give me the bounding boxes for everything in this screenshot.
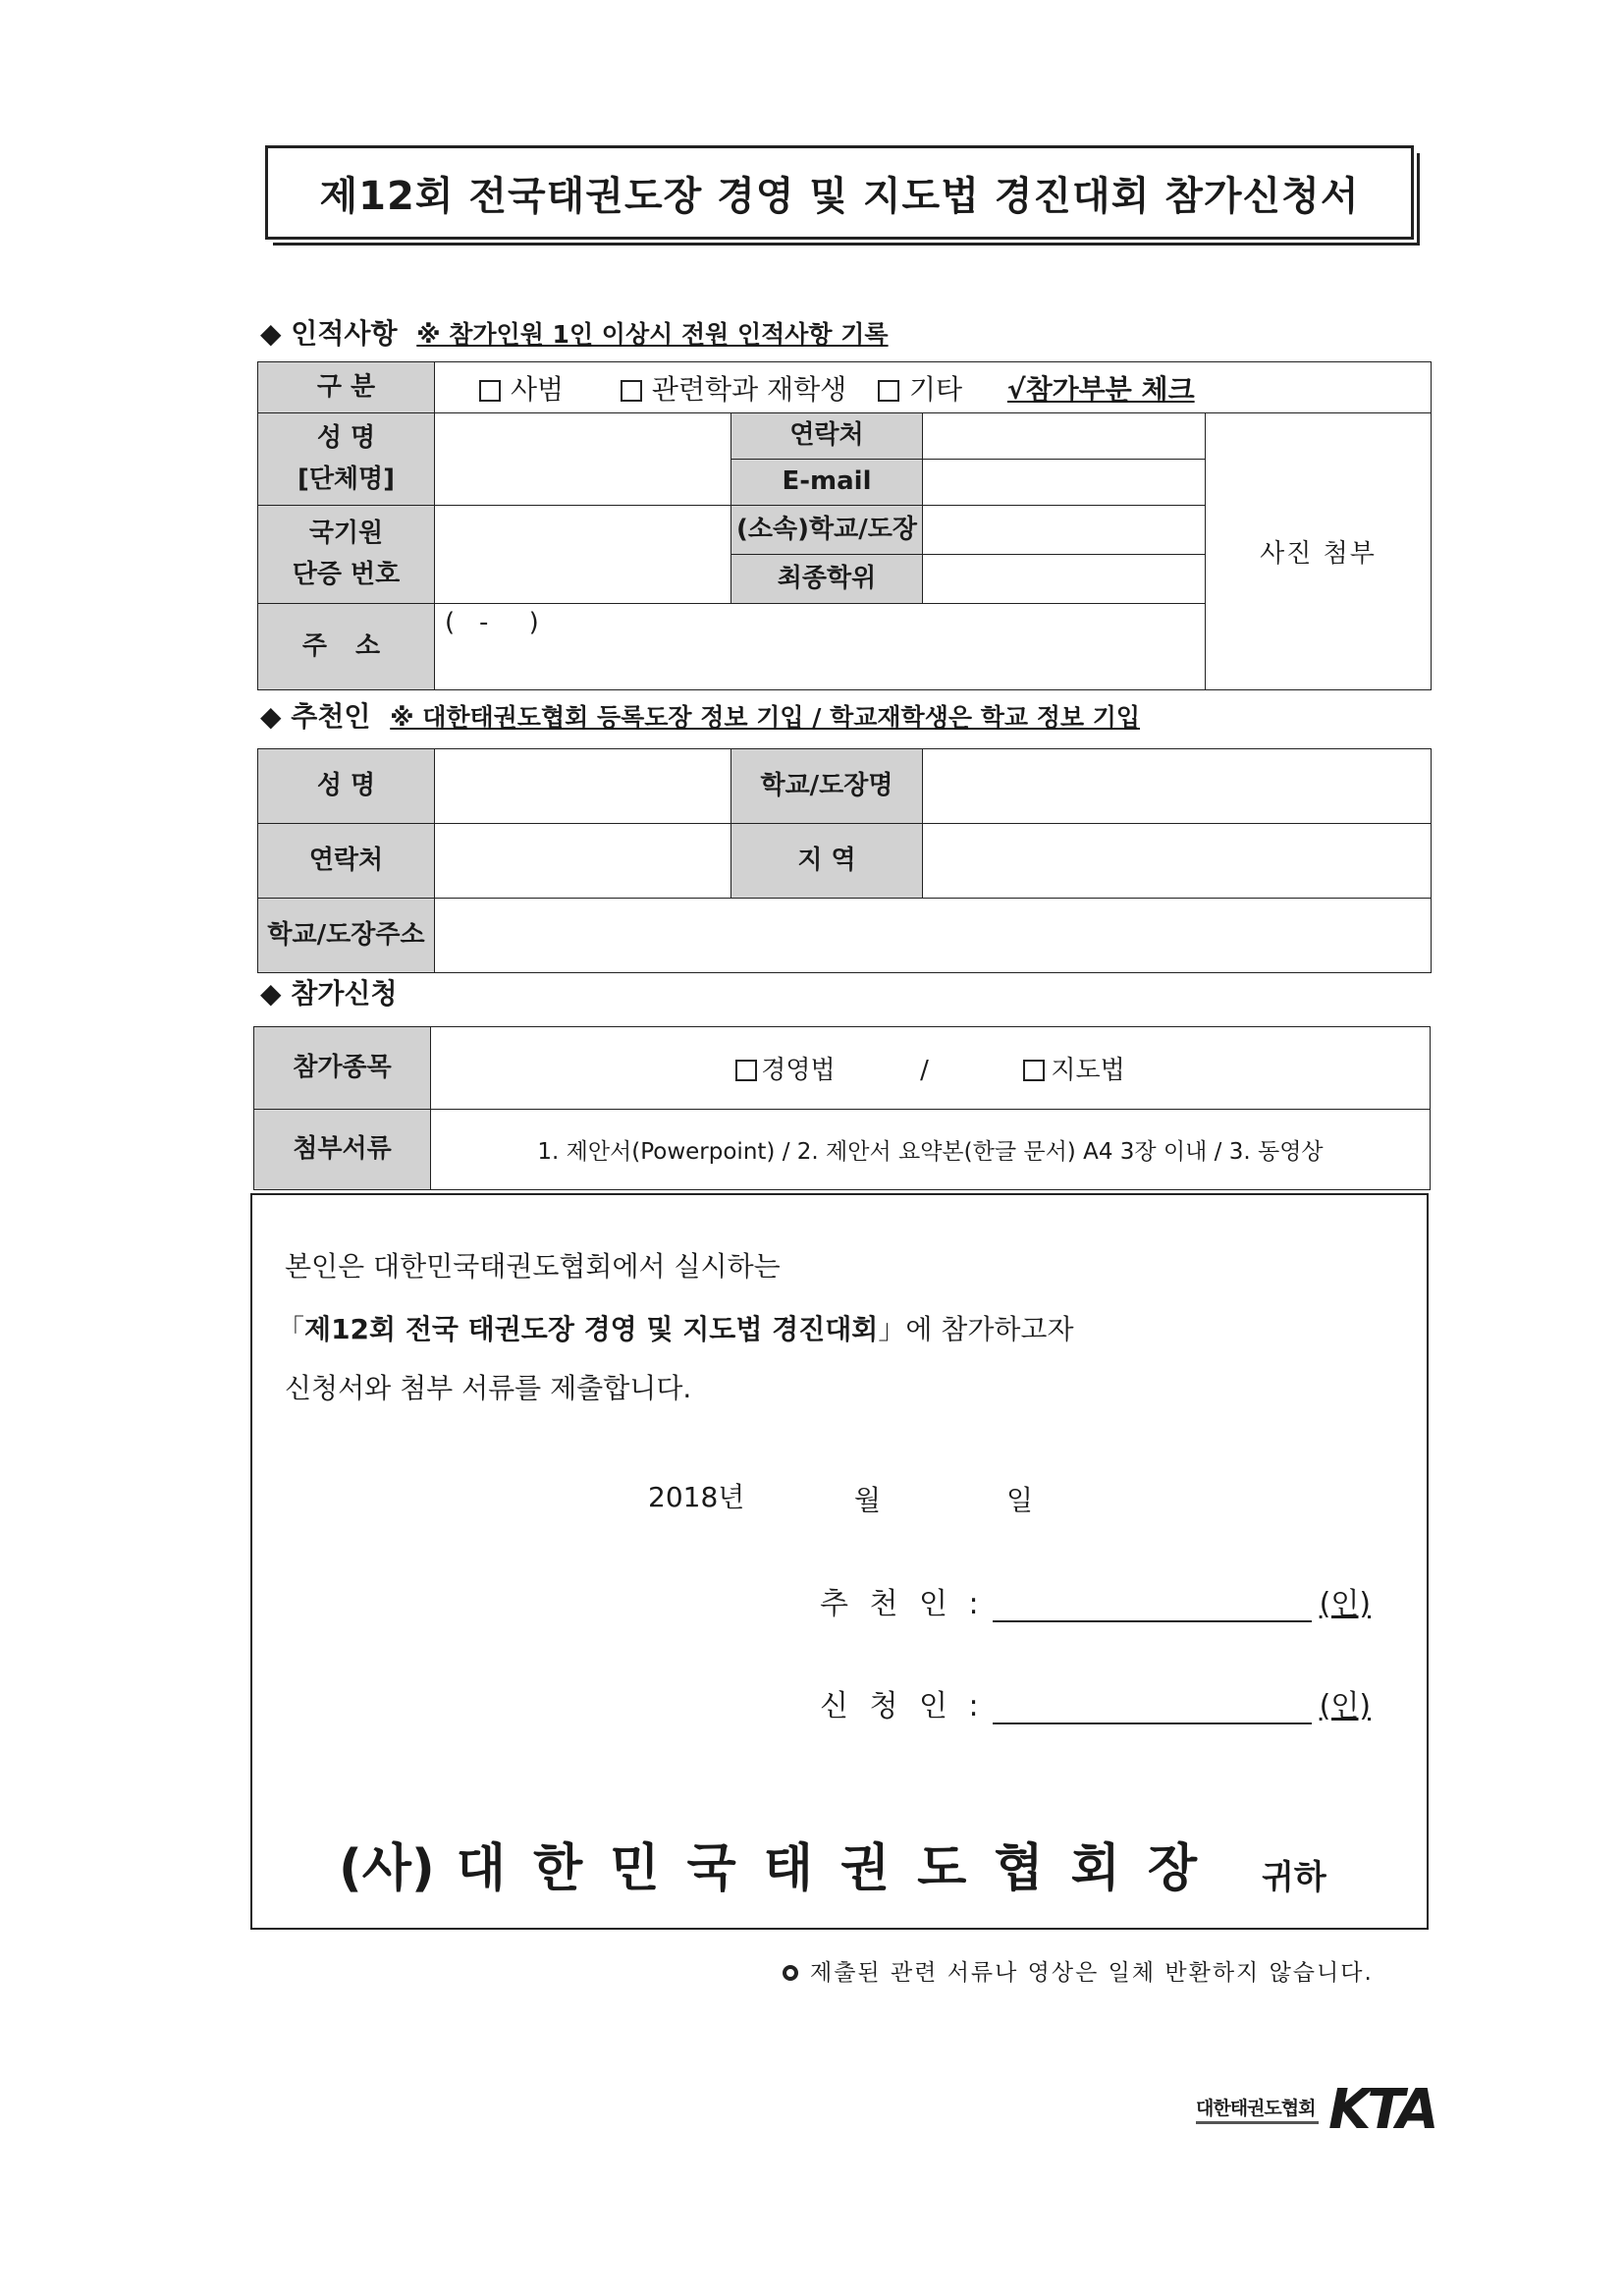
declaration-line-1: 본인은 대한민국태권도협회에서 실시하는 — [285, 1250, 781, 1283]
section-recommender-title: 추천인 — [291, 700, 371, 733]
rec-address-label: 학교/도장주소 — [258, 899, 435, 973]
name-label: 성 명 [단체명] — [258, 413, 435, 506]
honorific: 귀하 — [1262, 1858, 1326, 1897]
declaration-box — [250, 1193, 1429, 1930]
rec-contact-label: 연락처 — [258, 824, 435, 899]
form-title: 제12회 전국태권도장 경영 및 지도법 경진대회 참가신청서 — [319, 173, 1360, 219]
diamond-icon: ◆ — [260, 317, 282, 350]
declaration-line-3: 신청서와 첨부 서류를 제출합니다. — [285, 1372, 692, 1404]
rec-name-field[interactable] — [435, 749, 731, 824]
logo-subtitle-mark — [1196, 2121, 1319, 2124]
section-personal-note: ※ 참가인원 1인 이상시 전원 인적사항 기록 — [416, 320, 889, 349]
organization-name: (사) 대한민국태권도협회장 — [339, 1839, 1225, 1898]
event-option-coaching[interactable]: 지도법 — [1023, 1056, 1124, 1085]
section-personal-header — [260, 312, 889, 352]
name-field[interactable] — [435, 413, 731, 506]
contact-label: 연락처 — [731, 413, 923, 460]
logo-korean-name: 대한태권도협회 — [1196, 2098, 1316, 2119]
section-personal-title: 인적사항 — [291, 317, 398, 350]
school-field[interactable] — [923, 506, 1206, 555]
section-application-title: 참가신청 — [291, 977, 398, 1010]
rec-region-label: 지 역 — [731, 824, 923, 899]
date-year: 2018년 — [648, 1481, 745, 1513]
rec-school-label: 학교/도장명 — [731, 749, 923, 824]
event-options — [431, 1027, 1431, 1110]
diamond-icon: ◆ — [260, 700, 282, 733]
rec-name-label: 성 명 — [258, 749, 435, 824]
footnote: 제출된 관련 서류나 영상은 일체 반환하지 않습니다. — [783, 1954, 1374, 1987]
applicant-signature: 신 청 인 : (인) — [820, 1689, 1372, 1723]
section-recommender-header — [260, 695, 1140, 735]
date-month: 월 — [854, 1484, 882, 1516]
option-other[interactable]: 기타 — [878, 373, 962, 406]
degree-label: 최종학위 — [731, 555, 923, 604]
email-field[interactable] — [923, 460, 1206, 506]
logo-letters: KTA — [1328, 2078, 1435, 2142]
section-application-header — [260, 972, 398, 1011]
rec-region-field[interactable] — [923, 824, 1432, 899]
checkbox-icon[interactable] — [479, 380, 501, 402]
category-options — [435, 362, 1432, 413]
circle-bullet-icon — [783, 1965, 798, 1981]
section-recommender-note: ※ 대한태권도협회 등록도장 정보 기입 / 학교재학생은 학교 정보 기입 — [390, 703, 1141, 732]
photo-area[interactable]: 사진 첨부 — [1206, 413, 1432, 690]
checkbox-icon[interactable] — [735, 1060, 757, 1081]
date-day: 일 — [1006, 1484, 1034, 1516]
recommender-signature-line[interactable] — [993, 1591, 1312, 1622]
email-label: E-mail — [731, 460, 923, 506]
category-label: 구 분 — [258, 362, 435, 413]
kta-logo — [1196, 2078, 1451, 2143]
application-table — [253, 1026, 1431, 1190]
kukkiwon-label: 국기원 단증 번호 — [258, 506, 435, 604]
recommender-table — [257, 748, 1432, 973]
docs-value: 1. 제안서(Powerpoint) / 2. 제안서 요약본(한글 문서) A4 3장 이내 / 3. 동영상 — [431, 1110, 1431, 1190]
event-option-management[interactable]: 경영법 — [735, 1056, 835, 1085]
address-field[interactable]: ( - ) — [435, 604, 1206, 690]
personal-info-table — [257, 361, 1432, 690]
event-label: 참가종목 — [254, 1027, 431, 1110]
address-label: 주 소 — [258, 604, 435, 690]
applicant-signature-line[interactable] — [993, 1693, 1312, 1724]
checkbox-icon[interactable] — [878, 380, 899, 402]
declaration-line-2: 「제12회 전국 태권도장 경영 및 지도법 경진대회」에 참가하고자 — [277, 1313, 1074, 1345]
rec-school-field[interactable] — [923, 749, 1432, 824]
checkbox-icon[interactable] — [621, 380, 642, 402]
option-instructor[interactable]: 사범 — [479, 373, 564, 406]
contact-field[interactable] — [923, 413, 1206, 460]
check-note: √참가부분 체크 — [1006, 372, 1195, 406]
rec-address-field[interactable] — [435, 899, 1432, 973]
recommender-signature: 추 천 인 : (인) — [820, 1587, 1372, 1621]
competition-name: 제12회 전국 태권도장 경영 및 지도법 경진대회 — [304, 1313, 879, 1345]
school-label: (소속)학교/도장 — [731, 506, 923, 555]
diamond-icon: ◆ — [260, 977, 282, 1010]
option-student[interactable]: 관련학과 재학생 — [621, 373, 846, 406]
kukkiwon-field[interactable] — [435, 506, 731, 604]
event-separator: / — [920, 1056, 929, 1085]
form-title-box — [265, 145, 1414, 240]
docs-label: 첨부서류 — [254, 1110, 431, 1190]
degree-field[interactable] — [923, 555, 1206, 604]
checkbox-icon[interactable] — [1023, 1060, 1045, 1081]
rec-contact-field[interactable] — [435, 824, 731, 899]
